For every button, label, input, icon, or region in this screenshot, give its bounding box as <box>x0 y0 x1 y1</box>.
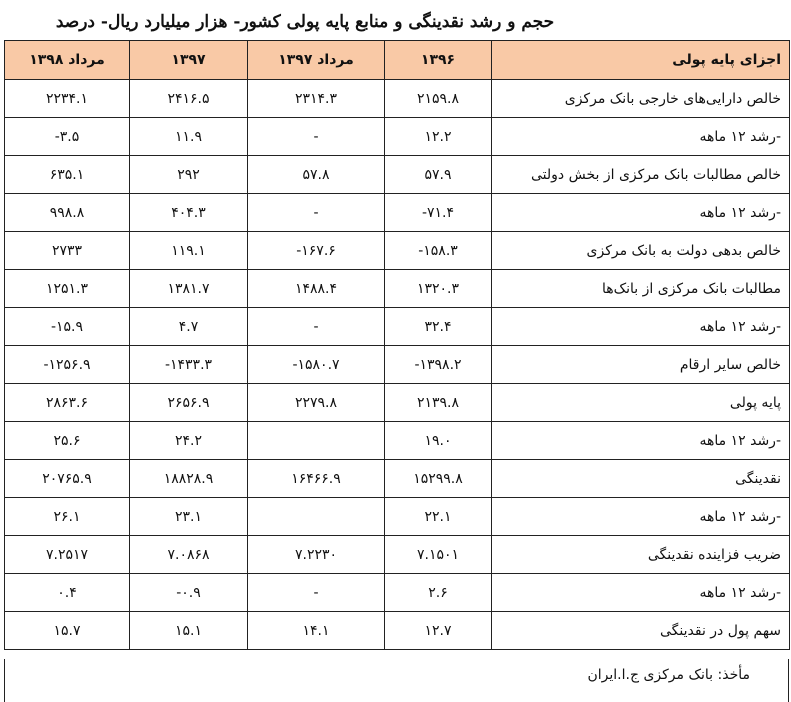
row-value: ۲۲۷۹.۸ <box>248 384 385 422</box>
row-label: -رشد ۱۲ ماهه <box>492 422 790 460</box>
row-value: ۲۱۵۹.۸ <box>385 80 492 118</box>
row-value: ۲۳.۱ <box>130 498 248 536</box>
table-row <box>5 232 790 270</box>
row-value: ۱۴۸۸.۴ <box>248 270 385 308</box>
row-value: -۷۱.۴ <box>385 194 492 232</box>
row-label: ضریب فزاینده نقدینگی <box>492 536 790 574</box>
row-value: ۲۹۲ <box>130 156 248 194</box>
row-value: ۱۵.۷ <box>5 612 130 650</box>
row-label: -رشد ۱۲ ماهه <box>492 118 790 156</box>
table-row <box>5 270 790 308</box>
row-label: -رشد ۱۲ ماهه <box>492 308 790 346</box>
row-label: -رشد ۱۲ ماهه <box>492 574 790 612</box>
table-row <box>5 308 790 346</box>
row-label: خالص سایر ارقام <box>492 346 790 384</box>
row-value <box>248 422 385 460</box>
row-value: -۳.۵ <box>5 118 130 156</box>
row-label: مطالبات بانک مرکزی از بانک‌ها <box>492 270 790 308</box>
table-row <box>5 574 790 612</box>
row-label: سهم پول در نقدینگی <box>492 612 790 650</box>
header-1396: ۱۳۹۶ <box>385 41 492 80</box>
row-value: -۱۴۳۳.۳ <box>130 346 248 384</box>
row-value: ۱۳۲۰.۳ <box>385 270 492 308</box>
row-value: ۴۰۴.۳ <box>130 194 248 232</box>
row-value: -۱۵۸۰.۷ <box>248 346 385 384</box>
row-value: ۱۲۵۱.۳ <box>5 270 130 308</box>
row-label: -رشد ۱۲ ماهه <box>492 194 790 232</box>
table-body <box>5 80 790 650</box>
row-value: - <box>248 574 385 612</box>
row-value: ۱۸۸۲۸.۹ <box>130 460 248 498</box>
row-value <box>248 498 385 536</box>
row-value: ۵۷.۹ <box>385 156 492 194</box>
row-value: ۵۷.۸ <box>248 156 385 194</box>
row-value: ۲۲۳۴.۱ <box>5 80 130 118</box>
header-mordad-1398: مرداد ۱۳۹۸ <box>5 41 130 80</box>
row-value: ۲۱۳۹.۸ <box>385 384 492 422</box>
row-value: ۰.۴ <box>5 574 130 612</box>
table-row <box>5 384 790 422</box>
row-value: ۲۴.۲ <box>130 422 248 460</box>
table-row <box>5 80 790 118</box>
row-label: نقدینگی <box>492 460 790 498</box>
row-value: ۱۵۲۹۹.۸ <box>385 460 492 498</box>
row-value: -۱۵.۹ <box>5 308 130 346</box>
row-value: ۷.۲۲۳۰ <box>248 536 385 574</box>
row-value: -۱۶۷.۶ <box>248 232 385 270</box>
row-value: ۱۵.۱ <box>130 612 248 650</box>
table-title: حجم و رشد نقدینگی و منابع پایه پولی کشور- هزار میلیارد ریال- درصد <box>55 12 555 32</box>
table-row <box>5 346 790 384</box>
table-row <box>5 536 790 574</box>
table-row <box>5 612 790 650</box>
row-value: - <box>248 118 385 156</box>
row-value: ۲۶۵۶.۹ <box>130 384 248 422</box>
row-value: ۴.۷ <box>130 308 248 346</box>
row-value: ۲۶.۱ <box>5 498 130 536</box>
row-value: ۷.۰۸۶۸ <box>130 536 248 574</box>
row-value: -۱۵۸.۳ <box>385 232 492 270</box>
row-value: -۰.۹ <box>130 574 248 612</box>
row-label: -رشد ۱۲ ماهه <box>492 498 790 536</box>
row-label: خالص دارایی‌های خارجی بانک مرکزی <box>492 80 790 118</box>
row-label: خالص مطالبات بانک مرکزی از بخش دولتی <box>492 156 790 194</box>
table-row <box>5 156 790 194</box>
table-row <box>5 118 790 156</box>
row-value: -۱۳۹۸.۲ <box>385 346 492 384</box>
monetary-base-table <box>4 40 790 650</box>
table-row <box>5 194 790 232</box>
row-value: ۲۷۳۳ <box>5 232 130 270</box>
table-row <box>5 422 790 460</box>
row-value: ۱۲.۲ <box>385 118 492 156</box>
row-value: -۱۲۵۶.۹ <box>5 346 130 384</box>
row-value: ۲۴۱۶.۵ <box>130 80 248 118</box>
row-value: ۱۴.۱ <box>248 612 385 650</box>
table-row <box>5 498 790 536</box>
row-label: خالص بدهی دولت به بانک مرکزی <box>492 232 790 270</box>
row-value: ۱۱۹.۱ <box>130 232 248 270</box>
row-value: ۷.۲۵۱۷ <box>5 536 130 574</box>
row-value: ۲۸۶۳.۶ <box>5 384 130 422</box>
row-value: ۱۳۸۱.۷ <box>130 270 248 308</box>
row-value: ۱۶۴۶۶.۹ <box>248 460 385 498</box>
row-value: ۲۰۷۶۵.۹ <box>5 460 130 498</box>
row-value: ۱۹.۰ <box>385 422 492 460</box>
source-box <box>4 659 789 702</box>
row-value: ۱۲.۷ <box>385 612 492 650</box>
row-value: ۲۳۱۴.۳ <box>248 80 385 118</box>
row-value: ۲۵.۶ <box>5 422 130 460</box>
header-1397: ۱۳۹۷ <box>130 41 248 80</box>
row-value: ۱۱.۹ <box>130 118 248 156</box>
source-note: مأخذ: بانک مرکزی ج.ا.ایران <box>587 667 750 683</box>
row-label: پایه پولی <box>492 384 790 422</box>
row-value: ۲.۶ <box>385 574 492 612</box>
header-components: اجزای پایه پولی <box>492 41 790 80</box>
table-row <box>5 460 790 498</box>
row-value: ۳۲.۴ <box>385 308 492 346</box>
row-value: ۹۹۸.۸ <box>5 194 130 232</box>
row-value: ۷.۱۵۰۱ <box>385 536 492 574</box>
row-value: ۲۲.۱ <box>385 498 492 536</box>
row-value: ۶۳۵.۱ <box>5 156 130 194</box>
row-value: - <box>248 308 385 346</box>
row-value: - <box>248 194 385 232</box>
header-row <box>5 41 790 80</box>
header-mordad-1397: مرداد ۱۳۹۷ <box>248 41 385 80</box>
